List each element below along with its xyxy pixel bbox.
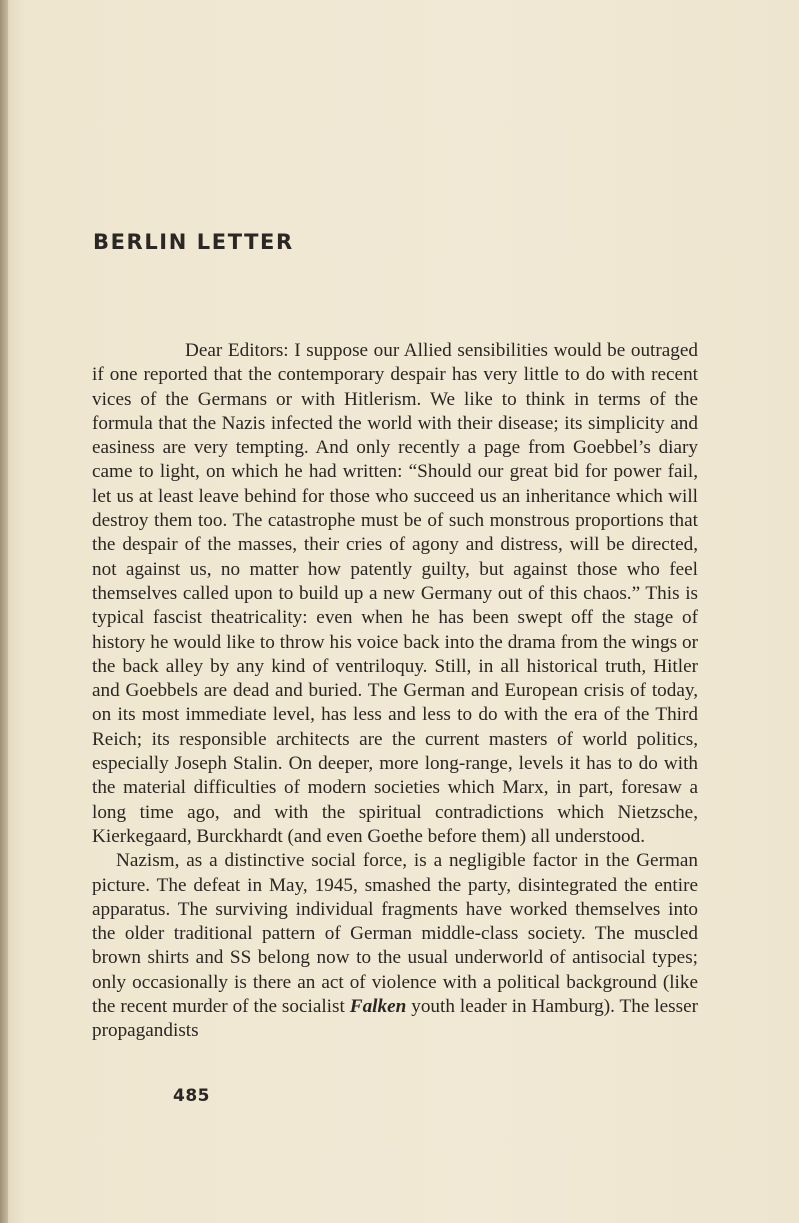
paragraph-2 xyxy=(92,849,698,1043)
paragraph-1: Dear Editors: I suppose our Allied sensibilities would be outraged if one reported that the contemporary despair has very little to do with recent vices of the Germans or with Hitlerism. We like to think in terms of the formula that the Nazis infected the world with their disease; its simplicity and easiness are very tempting. And only recently a page from Goebbel’s diary came to light, on which he had written: “Should our great bid for power fail, let us at least leave behind for those who succeed us an inheritance which will destroy them too. The catastrophe must be of such monstrous proportions that the despair of the masses, their cries of agony and distress, will be directed, not against us, no matter how patently guilty, but against those who feel themselves called upon to build up a new Germany out of this chaos.” This is typical fascist theatricality: even when he has been swept off the stage of history he would like to throw his voice back into the drama from the wings or the back alley by any kind of ventriloquy. Still, in all historical truth, Hitler and Goebbels are dead and buried. The German and European crisis of today, on its most immediate level, has less and less to do with the era of the Third Reich; its responsible architects are the current masters of world politics, especially Joseph Stalin. On deeper, more long-range, levels it has to do with the material difficulties of modern societies which Marx, in part, foresaw a long time ago, and with the spiritual contradictions which Nietzsche, Kierkegaard, Burckhardt (and even Goethe before them) all understood. xyxy=(92,340,698,847)
paragraph-2-text-start: Nazism, as a distinctive social force, is a negligible factor in the German picture. The defeat in May, 1945, smashed the party, disintegrated the entire apparatus. The surviving individual fragments have worked themselves into the older traditional pattern of German middle-class society. The muscled brown shirts and SS belong now to the usual underworld of antisocial types; only occasionally is there an act of violence with a political background (like the recent murder of the socialist xyxy=(92,850,698,1018)
page-number: 485 xyxy=(173,1086,210,1106)
article-body xyxy=(92,339,698,1044)
paragraph-2-text-end: youth leader in Hamburg). The lesser propagandists xyxy=(92,996,698,1042)
article-heading: BERLIN LETTER xyxy=(93,230,294,254)
paragraph-2-italic-term: Falken xyxy=(349,996,407,1018)
binding-edge xyxy=(0,0,8,1223)
